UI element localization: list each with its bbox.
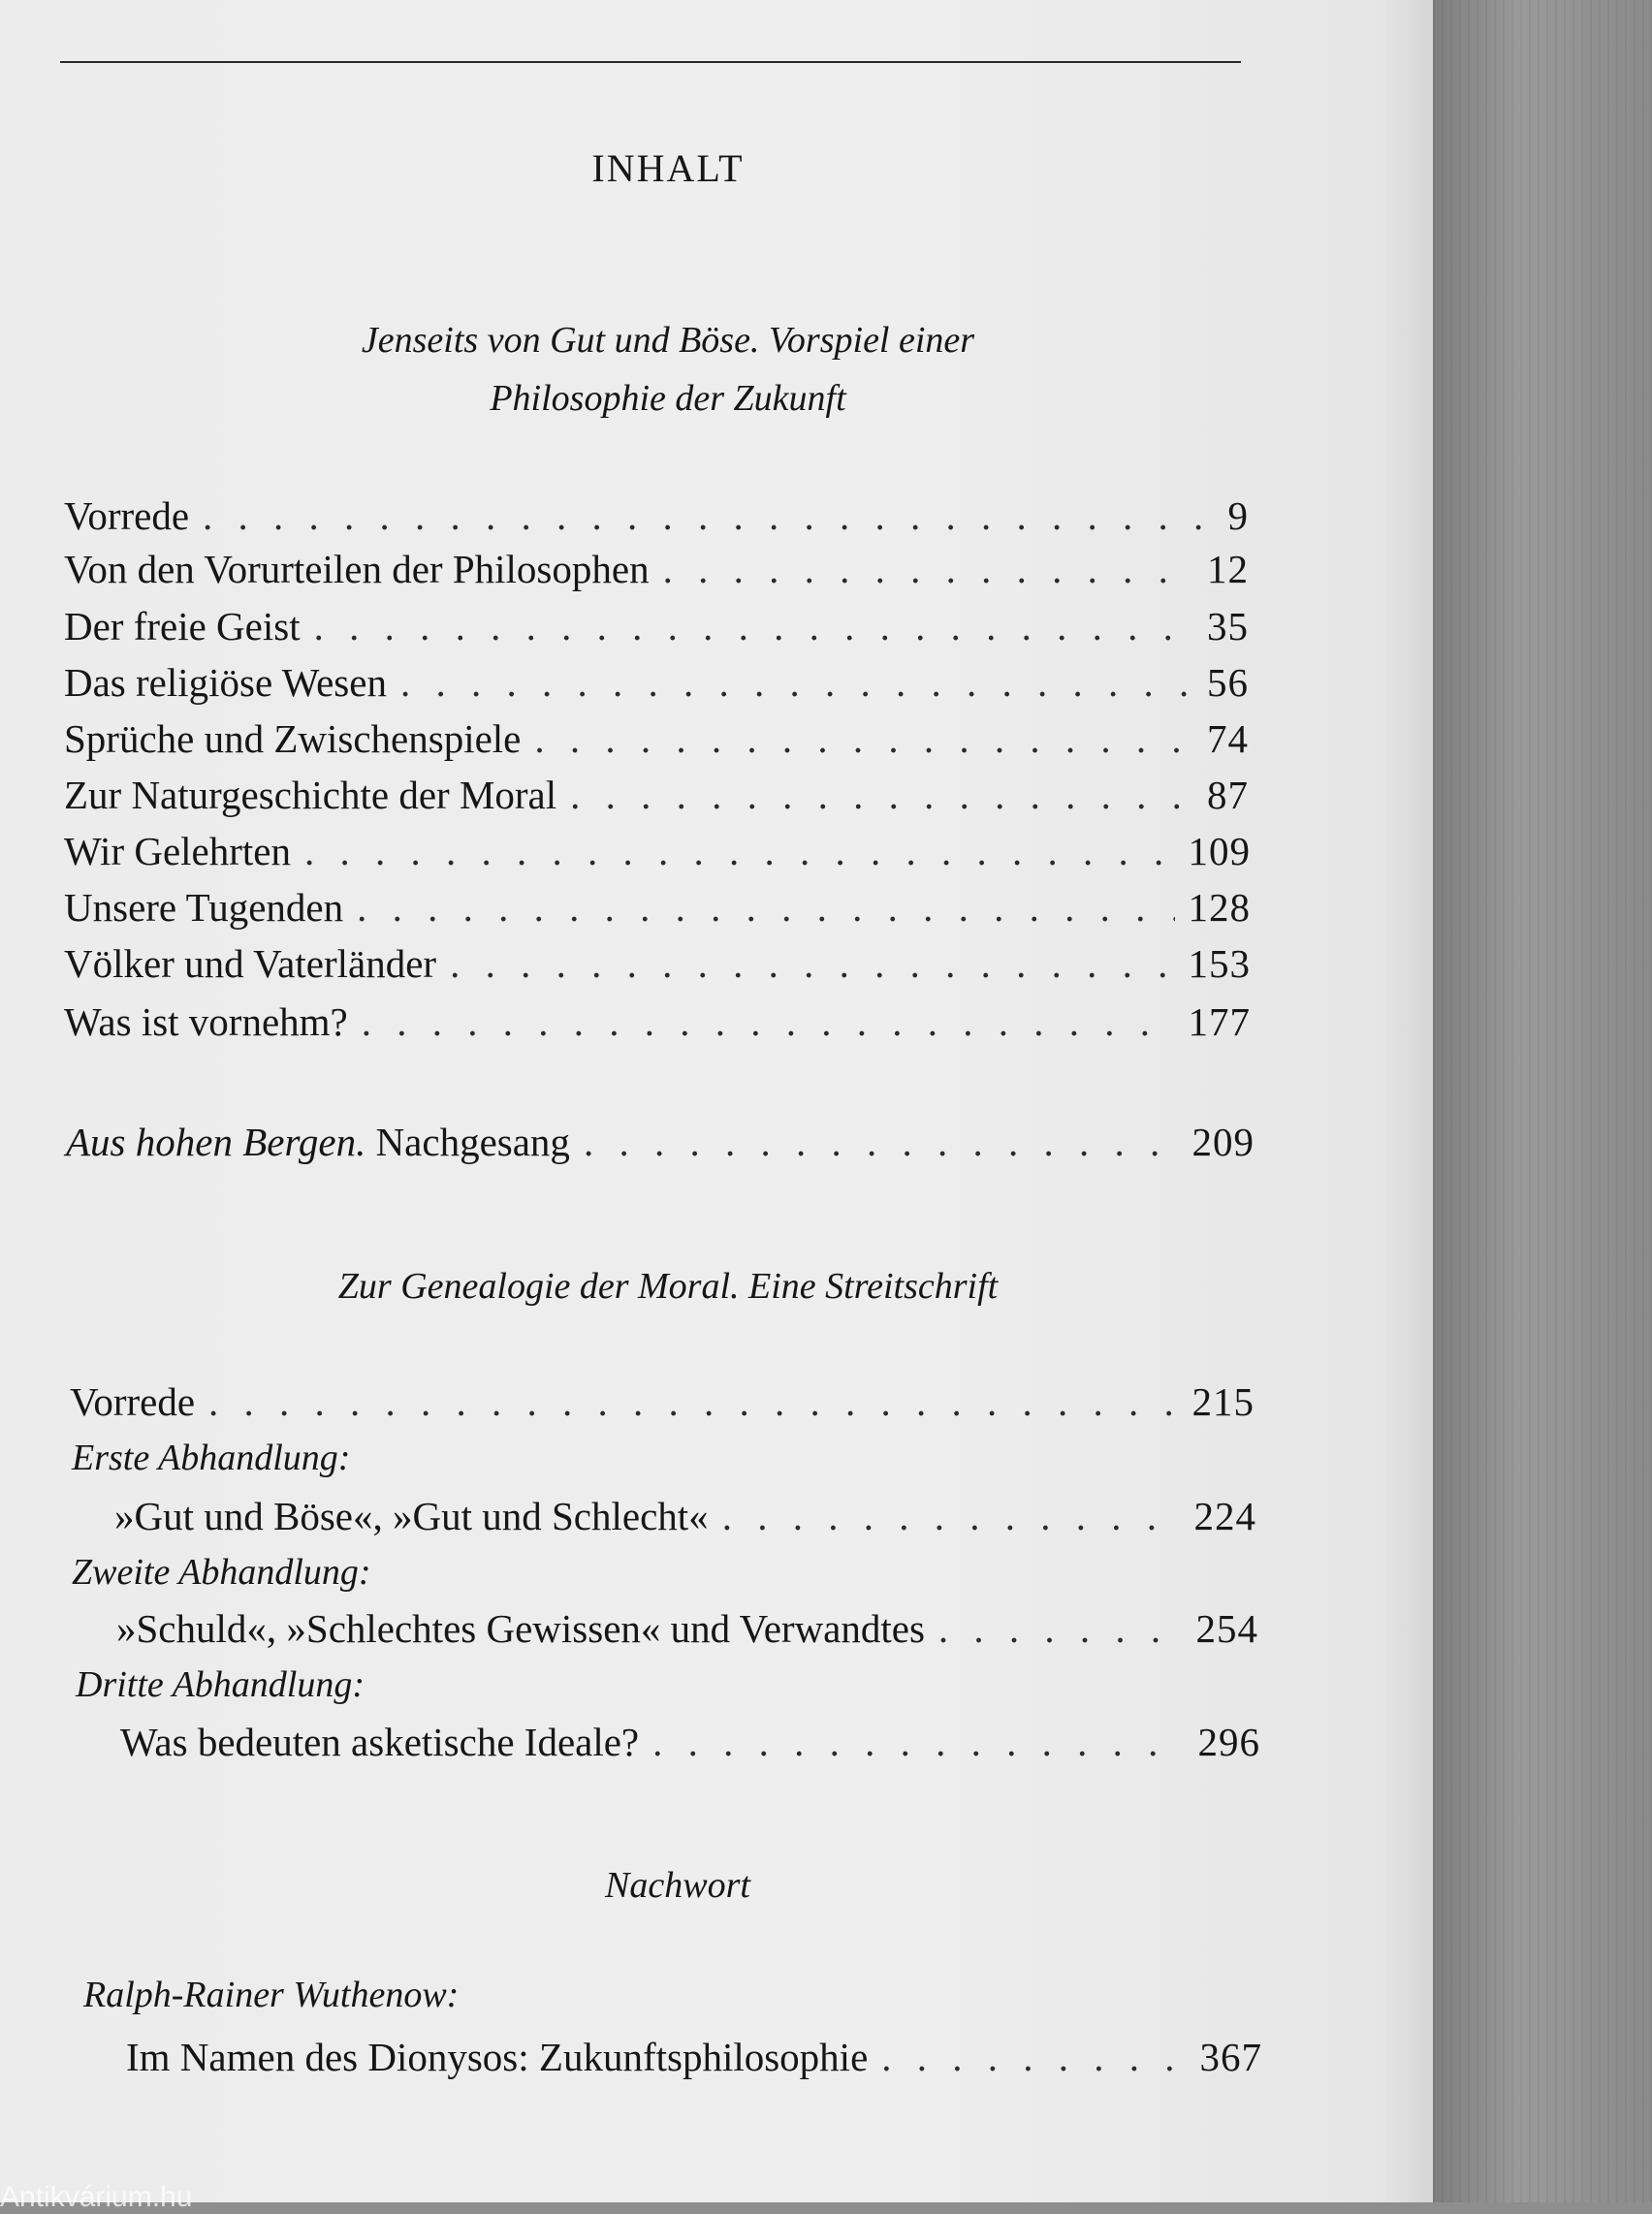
- page-title: INHALT: [591, 146, 745, 190]
- toc-leader-dots: [357, 884, 1174, 931]
- toc-entry-page: 9: [1227, 493, 1249, 538]
- toc-entry: [64, 940, 1251, 989]
- toc-leader-dots: [881, 2034, 1186, 2080]
- toc-entry-label: »Gut und Böse«, »Gut und Schlecht«: [114, 1494, 709, 1538]
- toc-entry: [64, 828, 1251, 876]
- nachwort-author: Ralph-Rainer Wuthenow:: [83, 1975, 460, 2015]
- abhandlung-heading: Erste Abhandlung:: [72, 1438, 351, 1478]
- toc-entry: [116, 1605, 1258, 1654]
- toc-entry-page: 254: [1195, 1606, 1258, 1651]
- toc-entry-label: Völker und Vaterländer: [64, 941, 437, 986]
- abhandlung-heading: Dritte Abhandlung:: [76, 1664, 365, 1705]
- toc-entry: [64, 659, 1249, 708]
- section-heading-jenseits-line2: Philosophie der Zukunft: [490, 378, 846, 419]
- toc-entry: [64, 884, 1251, 933]
- toc-entry-label: Im Namen des Dionysos: Zukunftsphilosophie: [126, 2035, 869, 2079]
- toc-entry: [114, 1493, 1256, 1541]
- toc-entry-page: 177: [1188, 999, 1251, 1044]
- toc-entry-label: Unsere Tugenden: [64, 885, 344, 930]
- toc-leader-dots: [208, 1378, 1178, 1425]
- toc-leader-dots: [304, 828, 1175, 874]
- toc-entry-page: 128: [1188, 885, 1251, 930]
- toc-leader-dots: [663, 546, 1193, 592]
- toc-entry-page: 35: [1207, 604, 1249, 648]
- toc-leader-dots: [570, 772, 1193, 818]
- toc-entry: [70, 1378, 1255, 1427]
- toc-entry-label: Von den Vorurteilen der Philosophen: [64, 547, 650, 591]
- toc-leader-dots: [362, 998, 1175, 1045]
- toc-entry-label: [66, 1119, 570, 1165]
- toc-entry: [64, 546, 1249, 594]
- toc-entry: [64, 492, 1249, 541]
- toc-leader-dots: [314, 603, 1193, 649]
- toc-entry-page: 209: [1191, 1120, 1255, 1164]
- toc-entry-page: 215: [1191, 1379, 1255, 1424]
- toc-entry-label: Zur Naturgeschichte der Moral: [64, 773, 557, 817]
- toc-leader-dots: [400, 659, 1193, 706]
- toc-entry-label: Wir Gelehrten: [64, 829, 291, 873]
- toc-entry: [64, 603, 1249, 651]
- toc-entry-page: 87: [1207, 773, 1249, 817]
- toc-entry-label: Was ist vornehm?: [64, 999, 348, 1044]
- section-heading-nachwort: Nachwort: [605, 1865, 750, 1906]
- background-surface: [1433, 0, 1652, 2202]
- toc-entry-page: 367: [1199, 2035, 1262, 2079]
- toc-entry-label: Was bedeuten asketische Ideale?: [120, 1720, 640, 1764]
- toc-entry-page: 296: [1197, 1720, 1260, 1764]
- toc-leader-dots: [450, 940, 1174, 987]
- toc-entry-page: 153: [1188, 941, 1251, 986]
- toc-leader-dots: [584, 1119, 1179, 1165]
- toc-entry: [64, 772, 1249, 820]
- section-heading-genealogie: Zur Genealogie der Moral. Eine Streitschrift: [337, 1266, 999, 1307]
- toc-entry: [64, 715, 1249, 764]
- toc-entry-page: 12: [1207, 547, 1249, 591]
- top-rule: [60, 61, 1241, 63]
- toc-entry-page: 74: [1207, 716, 1249, 761]
- toc-entry-page: 56: [1207, 660, 1249, 705]
- toc-entry-label: Vorrede: [64, 493, 190, 538]
- toc-entry-page: 109: [1188, 829, 1251, 873]
- toc-leader-dots: [203, 492, 1214, 539]
- toc-leader-dots: [534, 715, 1193, 762]
- toc-leader-dots: [652, 1719, 1184, 1765]
- toc-leader-dots: [938, 1605, 1183, 1652]
- watermark: Antikvárium.hu: [0, 2181, 193, 2213]
- toc-entry-label: Der freie Geist: [64, 604, 301, 648]
- toc-entry-label: Vorrede: [70, 1379, 196, 1424]
- toc-entry: [126, 2034, 1262, 2082]
- toc-entry: [120, 1719, 1260, 1767]
- toc-entry-label: »Schuld«, »Schlechtes Gewissen« und Verwandtes: [116, 1606, 925, 1651]
- toc-leader-dots: [722, 1493, 1181, 1539]
- toc-entry-label-italic: Aus hohen Bergen.: [66, 1120, 366, 1164]
- toc-entry: [64, 998, 1251, 1047]
- toc-entry-nachgesang: [66, 1119, 1255, 1167]
- abhandlung-heading: Zweite Abhandlung:: [72, 1552, 371, 1593]
- toc-entry-label: Das religiöse Wesen: [64, 660, 387, 705]
- toc-entry-page: 224: [1193, 1494, 1256, 1538]
- toc-entry-label-roman: Nachgesang: [375, 1120, 570, 1164]
- toc-entry-label: Sprüche und Zwischenspiele: [64, 716, 522, 761]
- section-heading-jenseits-line1: Jenseits von Gut und Böse. Vorspiel einer: [361, 320, 975, 361]
